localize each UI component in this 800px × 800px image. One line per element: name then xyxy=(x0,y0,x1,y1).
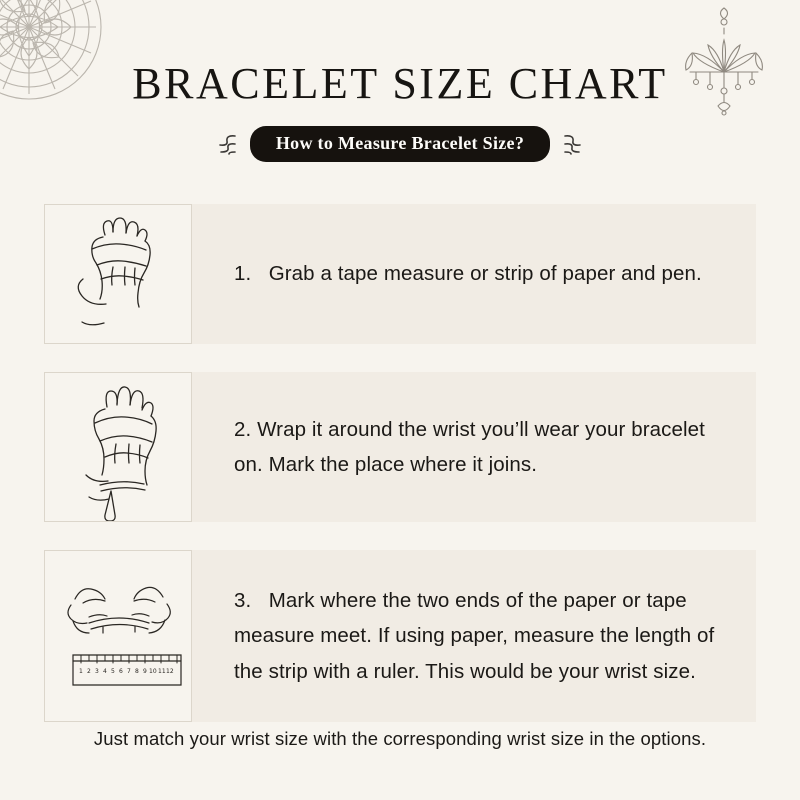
steps-list xyxy=(0,204,800,750)
list-item xyxy=(44,550,756,722)
svg-text:2: 2 xyxy=(87,668,91,675)
step-number: 2. xyxy=(234,417,252,441)
footer-note: Just match your wrist size with the corresponding wrist size in the options. xyxy=(93,728,707,749)
step-text: Wrap it around the wrist you’ll wear your bracelet on. Mark the place where it joins. xyxy=(234,417,705,476)
subtitle-badge: How to Measure Bracelet Size? xyxy=(250,126,550,162)
svg-text:12: 12 xyxy=(166,668,174,675)
svg-text:1: 1 xyxy=(79,668,83,675)
svg-text:9: 9 xyxy=(143,668,147,675)
step-number: 1. xyxy=(234,262,252,286)
svg-text:3: 3 xyxy=(95,668,99,675)
flourish-icon xyxy=(560,131,586,157)
svg-text:7: 7 xyxy=(127,668,131,675)
svg-text:6: 6 xyxy=(119,668,123,675)
page-title: BRACELET SIZE CHART xyxy=(132,59,668,108)
list-item xyxy=(44,372,756,522)
svg-text:11: 11 xyxy=(158,668,166,675)
svg-text:10: 10 xyxy=(149,668,157,675)
flourish-icon xyxy=(214,131,240,157)
tape-wrapped-around-wrist-illustration xyxy=(44,372,192,522)
subtitle-row xyxy=(0,126,800,162)
step-number: 3. xyxy=(234,589,252,613)
list-item xyxy=(44,204,756,344)
measuring-strip-with-ruler-illustration xyxy=(44,550,192,722)
svg-text:8: 8 xyxy=(135,668,139,675)
step-text: Mark where the two ends of the paper or tape measure meet. If using paper, measure the length of the strip with a ruler. This would be your wrist size. xyxy=(234,589,715,683)
svg-text:4: 4 xyxy=(103,668,107,675)
svg-text:5: 5 xyxy=(111,668,115,675)
list-item-text xyxy=(192,256,756,291)
hand-holding-tape-illustration xyxy=(44,204,192,344)
list-item-text xyxy=(192,583,756,689)
list-item-text xyxy=(192,412,756,483)
step-text: Grab a tape measure or strip of paper and pen. xyxy=(268,262,702,286)
